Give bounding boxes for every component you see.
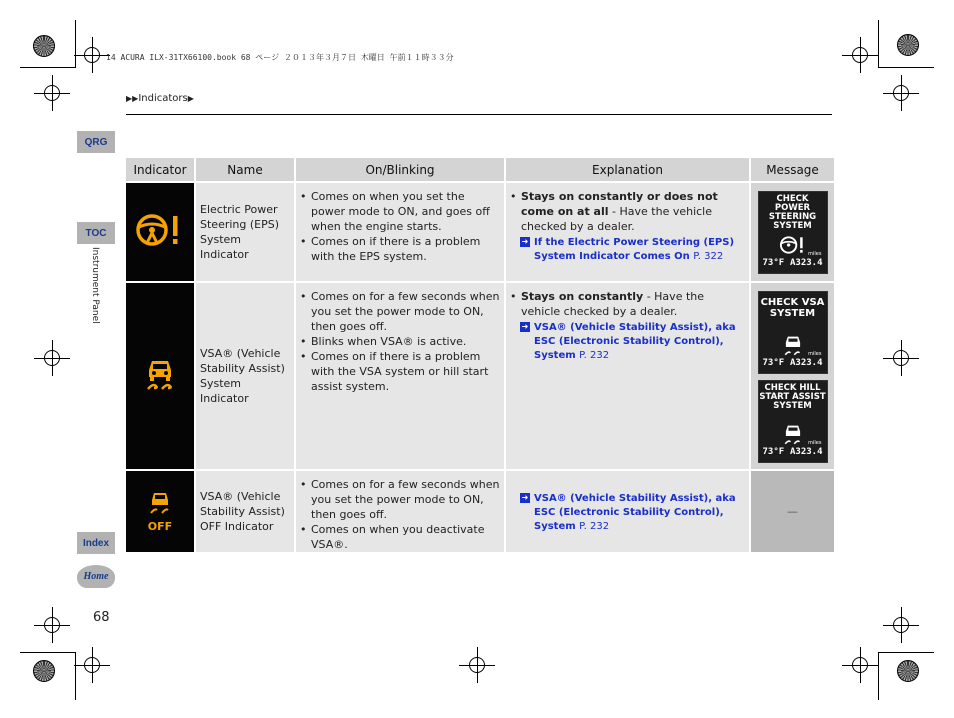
column-header: Message — [751, 158, 834, 181]
table-header-row — [126, 158, 834, 181]
explanation-cell — [506, 183, 749, 281]
indicator-cell — [126, 283, 194, 469]
odometer-readout: A323.4 — [789, 258, 823, 268]
temperature-readout: 73°F — [762, 358, 785, 368]
message-cell-empty: — — [751, 471, 834, 552]
message-cell — [751, 283, 834, 469]
mid-display-message — [758, 191, 828, 274]
list-item — [510, 189, 745, 234]
registration-rosette-icon — [897, 34, 919, 56]
list-item — [510, 289, 745, 319]
message-text: CHECK POWER STEERING SYSTEM — [768, 194, 817, 231]
toc-button[interactable]: TOC — [77, 222, 115, 244]
explanation-cell — [506, 283, 749, 469]
breadcrumb-tail-icon: ▶ — [187, 94, 194, 103]
explanation-text: - Have the vehicle checked by a dealer. — [521, 290, 705, 318]
list-item: • Comes on when you set the power mode to ON, and goes off when the engine starts. — [300, 189, 500, 234]
column-header: Name — [196, 158, 294, 181]
on-blinking-cell — [296, 283, 504, 469]
registration-rosette-icon — [33, 660, 55, 682]
list-item: • Comes on for a few seconds when you set the power mode to ON, then goes off. — [300, 289, 500, 334]
reference-title[interactable]: If the Electric Power Steering (EPS) System Indicator Comes On — [534, 237, 735, 262]
print-info: 14 ACURA ILX-31TX66100.book 68 ページ ２０１３年３月７日 木曜日 午前１１時３３分 — [106, 53, 454, 62]
list-item: • Comes on if there is a problem with the EPS system. — [300, 234, 500, 264]
indicator-table — [124, 156, 836, 554]
home-button[interactable]: Home — [77, 565, 115, 588]
reference-page[interactable]: P. 232 — [579, 520, 610, 532]
registration-rosette-icon — [897, 660, 919, 682]
distance-unit: miles — [808, 251, 822, 257]
odometer-readout: A323.4 — [789, 358, 823, 368]
distance-unit: miles — [808, 351, 822, 357]
section-label: Instrument Panel — [90, 247, 100, 324]
vsa-skid-icon — [783, 334, 803, 356]
reference-arrow-icon: ➜ — [521, 492, 529, 502]
reference-page[interactable]: P. 232 — [579, 350, 610, 361]
temperature-readout: 73°F — [762, 447, 785, 457]
explanation-text: - Have the vehicle checked by a dealer. — [521, 205, 713, 233]
indicator-name: Electric Power Steering (EPS) System Indicator — [196, 183, 294, 281]
explanation-bold: Stays on constantly or does not come on at all — [521, 190, 718, 218]
vsa-skid-icon — [783, 423, 803, 445]
indicator-name: VSA® (Vehicle Stability Assist) System Indicator — [196, 283, 294, 469]
vsa-skid-icon — [145, 357, 175, 391]
breadcrumb[interactable] — [126, 93, 194, 104]
cross-reference-link[interactable] — [506, 492, 749, 534]
qrg-button[interactable]: QRG — [77, 131, 115, 153]
mid-display-message — [758, 291, 828, 374]
table-row — [126, 283, 834, 469]
registration-rosette-icon — [33, 35, 55, 57]
column-header: On/Blinking — [296, 158, 504, 181]
page-number: 68 — [93, 610, 110, 625]
on-blinking-cell — [296, 471, 504, 552]
cross-reference-link[interactable] — [506, 236, 749, 264]
index-button[interactable]: Index — [77, 532, 115, 554]
list-item: • Comes on if there is a problem with the VSA system or hill start assist system. — [300, 349, 500, 394]
temperature-readout: 73°F — [762, 258, 785, 268]
reference-arrow-icon: ➜ — [521, 322, 529, 331]
list-item: • Blinks when VSA® is active. — [300, 334, 500, 349]
reference-arrow-icon: ➜ — [521, 237, 529, 246]
reference-title[interactable]: VSA® (Vehicle Stability Assist), aka ESC (Electronic Stability Control), System — [534, 322, 736, 361]
indicator-name: VSA® (Vehicle Stability Assist) OFF Indicator — [196, 471, 294, 552]
explanation-cell — [506, 471, 749, 552]
reference-page[interactable]: P. 322 — [693, 251, 724, 262]
cross-reference-link[interactable] — [506, 321, 749, 363]
steering-warning-icon — [775, 234, 811, 256]
table-row — [126, 471, 834, 552]
mid-display-message — [758, 380, 828, 463]
indicator-cell — [126, 183, 194, 281]
header-rule — [126, 114, 832, 115]
reference-title[interactable]: VSA® (Vehicle Stability Assist), aka ESC (Electronic Stability Control), System — [534, 492, 736, 532]
list-item: • Comes on when you deactivate VSA®. — [300, 522, 500, 552]
indicator-cell — [126, 471, 194, 552]
on-blinking-cell — [296, 183, 504, 281]
explanation-bold: Stays on constantly — [521, 290, 644, 303]
odometer-readout: A323.4 — [789, 447, 823, 457]
column-header: Indicator — [126, 158, 194, 181]
message-cell — [751, 183, 834, 281]
column-header: Explanation — [506, 158, 749, 181]
steering-warning-icon — [135, 210, 185, 250]
list-item: • Comes on for a few seconds when you set the power mode to ON, then goes off. — [300, 477, 500, 522]
message-text: CHECK VSA SYSTEM — [760, 297, 825, 319]
breadcrumb-label[interactable]: Indicators — [138, 93, 188, 104]
message-text: CHECK HILL START ASSIST SYSTEM — [759, 383, 826, 411]
distance-unit: miles — [808, 440, 822, 446]
table-row — [126, 183, 834, 281]
breadcrumb-arrows-icon: ▶▶ — [126, 94, 139, 103]
off-label: OFF — [147, 520, 173, 533]
